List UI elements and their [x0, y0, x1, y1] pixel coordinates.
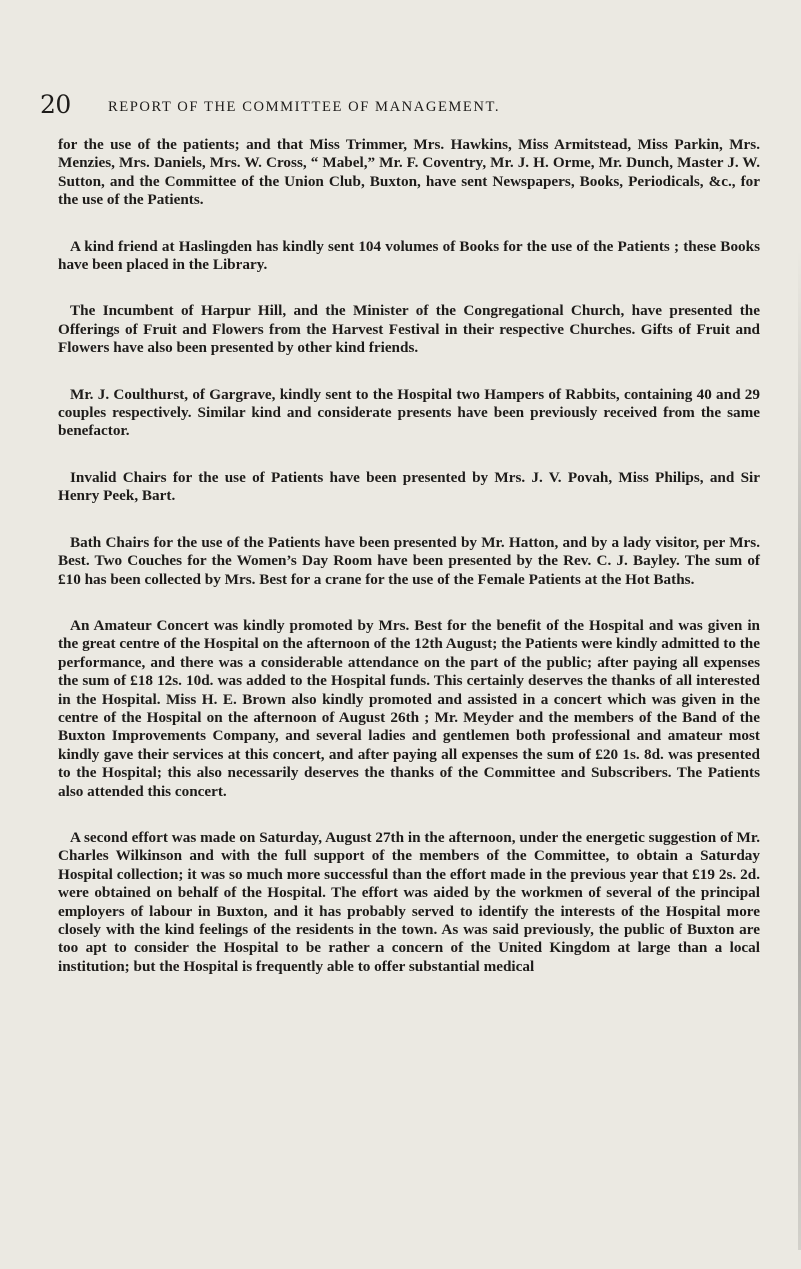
- paragraph-invalid-chairs: Invalid Chairs for the use of Patients have been presented by Mrs. J. V. Povah, Miss Philips, and Sir Henry Peek, Bart.: [58, 468, 760, 505]
- body-text: [58, 136, 760, 976]
- paragraph-rabbits-gift: Mr. J. Coulthurst, of Gargrave, kindly sent to the Hospital two Hampers of Rabbits, containing 40 and 29 couples respectively. Similar kind and considerate presents have been previously received from the same benefactor.: [58, 385, 760, 440]
- paragraph-haslingden-books: A kind friend at Haslingden has kindly sent 104 volumes of Books for the use of the Patients ; these Books have been placed in the Library.: [58, 237, 760, 274]
- paragraph-bath-chairs: Bath Chairs for the use of the Patients have been presented by Mr. Hatton, and by a lady visitor, per Mrs. Best. Two Couches for the Women’s Day Room have been presented by the Rev. C. J. Bayley. The sum of £10 has been collected by Mrs. Best for a crane for the use of the Female Patients at the Hot Baths.: [58, 533, 760, 588]
- running-head: [0, 90, 801, 120]
- running-title: REPORT OF THE COMMITTEE OF MANAGEMENT.: [108, 99, 501, 115]
- paragraph-amateur-concert: An Amateur Concert was kindly promoted by Mrs. Best for the benefit of the Hospital and was given in the great centre of the Hospital on the afternoon of the 12th August; the Patients were kindly admitted to the performance, and there was a considerable attendance on the part of the public; after paying all expenses the sum of £18 12s. 10d. was added to the Hospital funds. This certainly deserves the thanks of all interested in the Hospital. Miss H. E. Brown also kindly promoted and assisted in a concert which was given in the centre of the Hospital on the afternoon of August 26th ; Mr. Meyder and the members of the Band of the Buxton Improvements Company, and several ladies and gentlemen both professional and amateur most kindly gave their services at this concert, and after paying all expenses the sum of £20 1s. 8d. was presented to the Hospital; this also necessarily deserves the thanks of the Committee and Subscribers. The Patients also attended this concert.: [58, 616, 760, 800]
- paragraph-newspapers-donors: for the use of the patients; and that Miss Trimmer, Mrs. Hawkins, Miss Armitstead, Miss Parkin, Mrs. Menzies, Mrs. Daniels, Mrs. W. Cross, “ Mabel,” Mr. F. Coventry, Mr. J. H. Orme, Mr. Dunch, Master J. W. Sutton, and the Committee of the Union Club, Buxton, have sent Newspapers, Books, Periodicals, &c., for the use of the Patients.: [58, 136, 760, 209]
- page-number: 20: [40, 90, 71, 119]
- paragraph-saturday-collection: A second effort was made on Saturday, August 27th in the afternoon, under the energetic suggestion of Mr. Charles Wilkinson and with the full support of the members of the Committee, to obtain a Saturday Hospital collection; it was so much more successful than the effort made in the previous year that £19 2s. 2d. were obtained on behalf of the Hospital. The effort was aided by the workmen of several of the principal employers of labour in Buxton, and it has probably served to identify the interests of the Hospital more closely with the kind feelings of the residents in the town. As was said previously, the public of Buxton are too apt to consider the Hospital to be rather a concern of the United Kingdom at large than a local institution; but the Hospital is frequently able to offer substantial medical: [58, 828, 760, 975]
- paragraph-harvest-offerings: The Incumbent of Harpur Hill, and the Minister of the Congregational Church, have presented the Offerings of Fruit and Flowers from the Harvest Festival in their respective Churches. Gifts of Fruit and Flowers have also been presented by other kind friends.: [58, 302, 760, 357]
